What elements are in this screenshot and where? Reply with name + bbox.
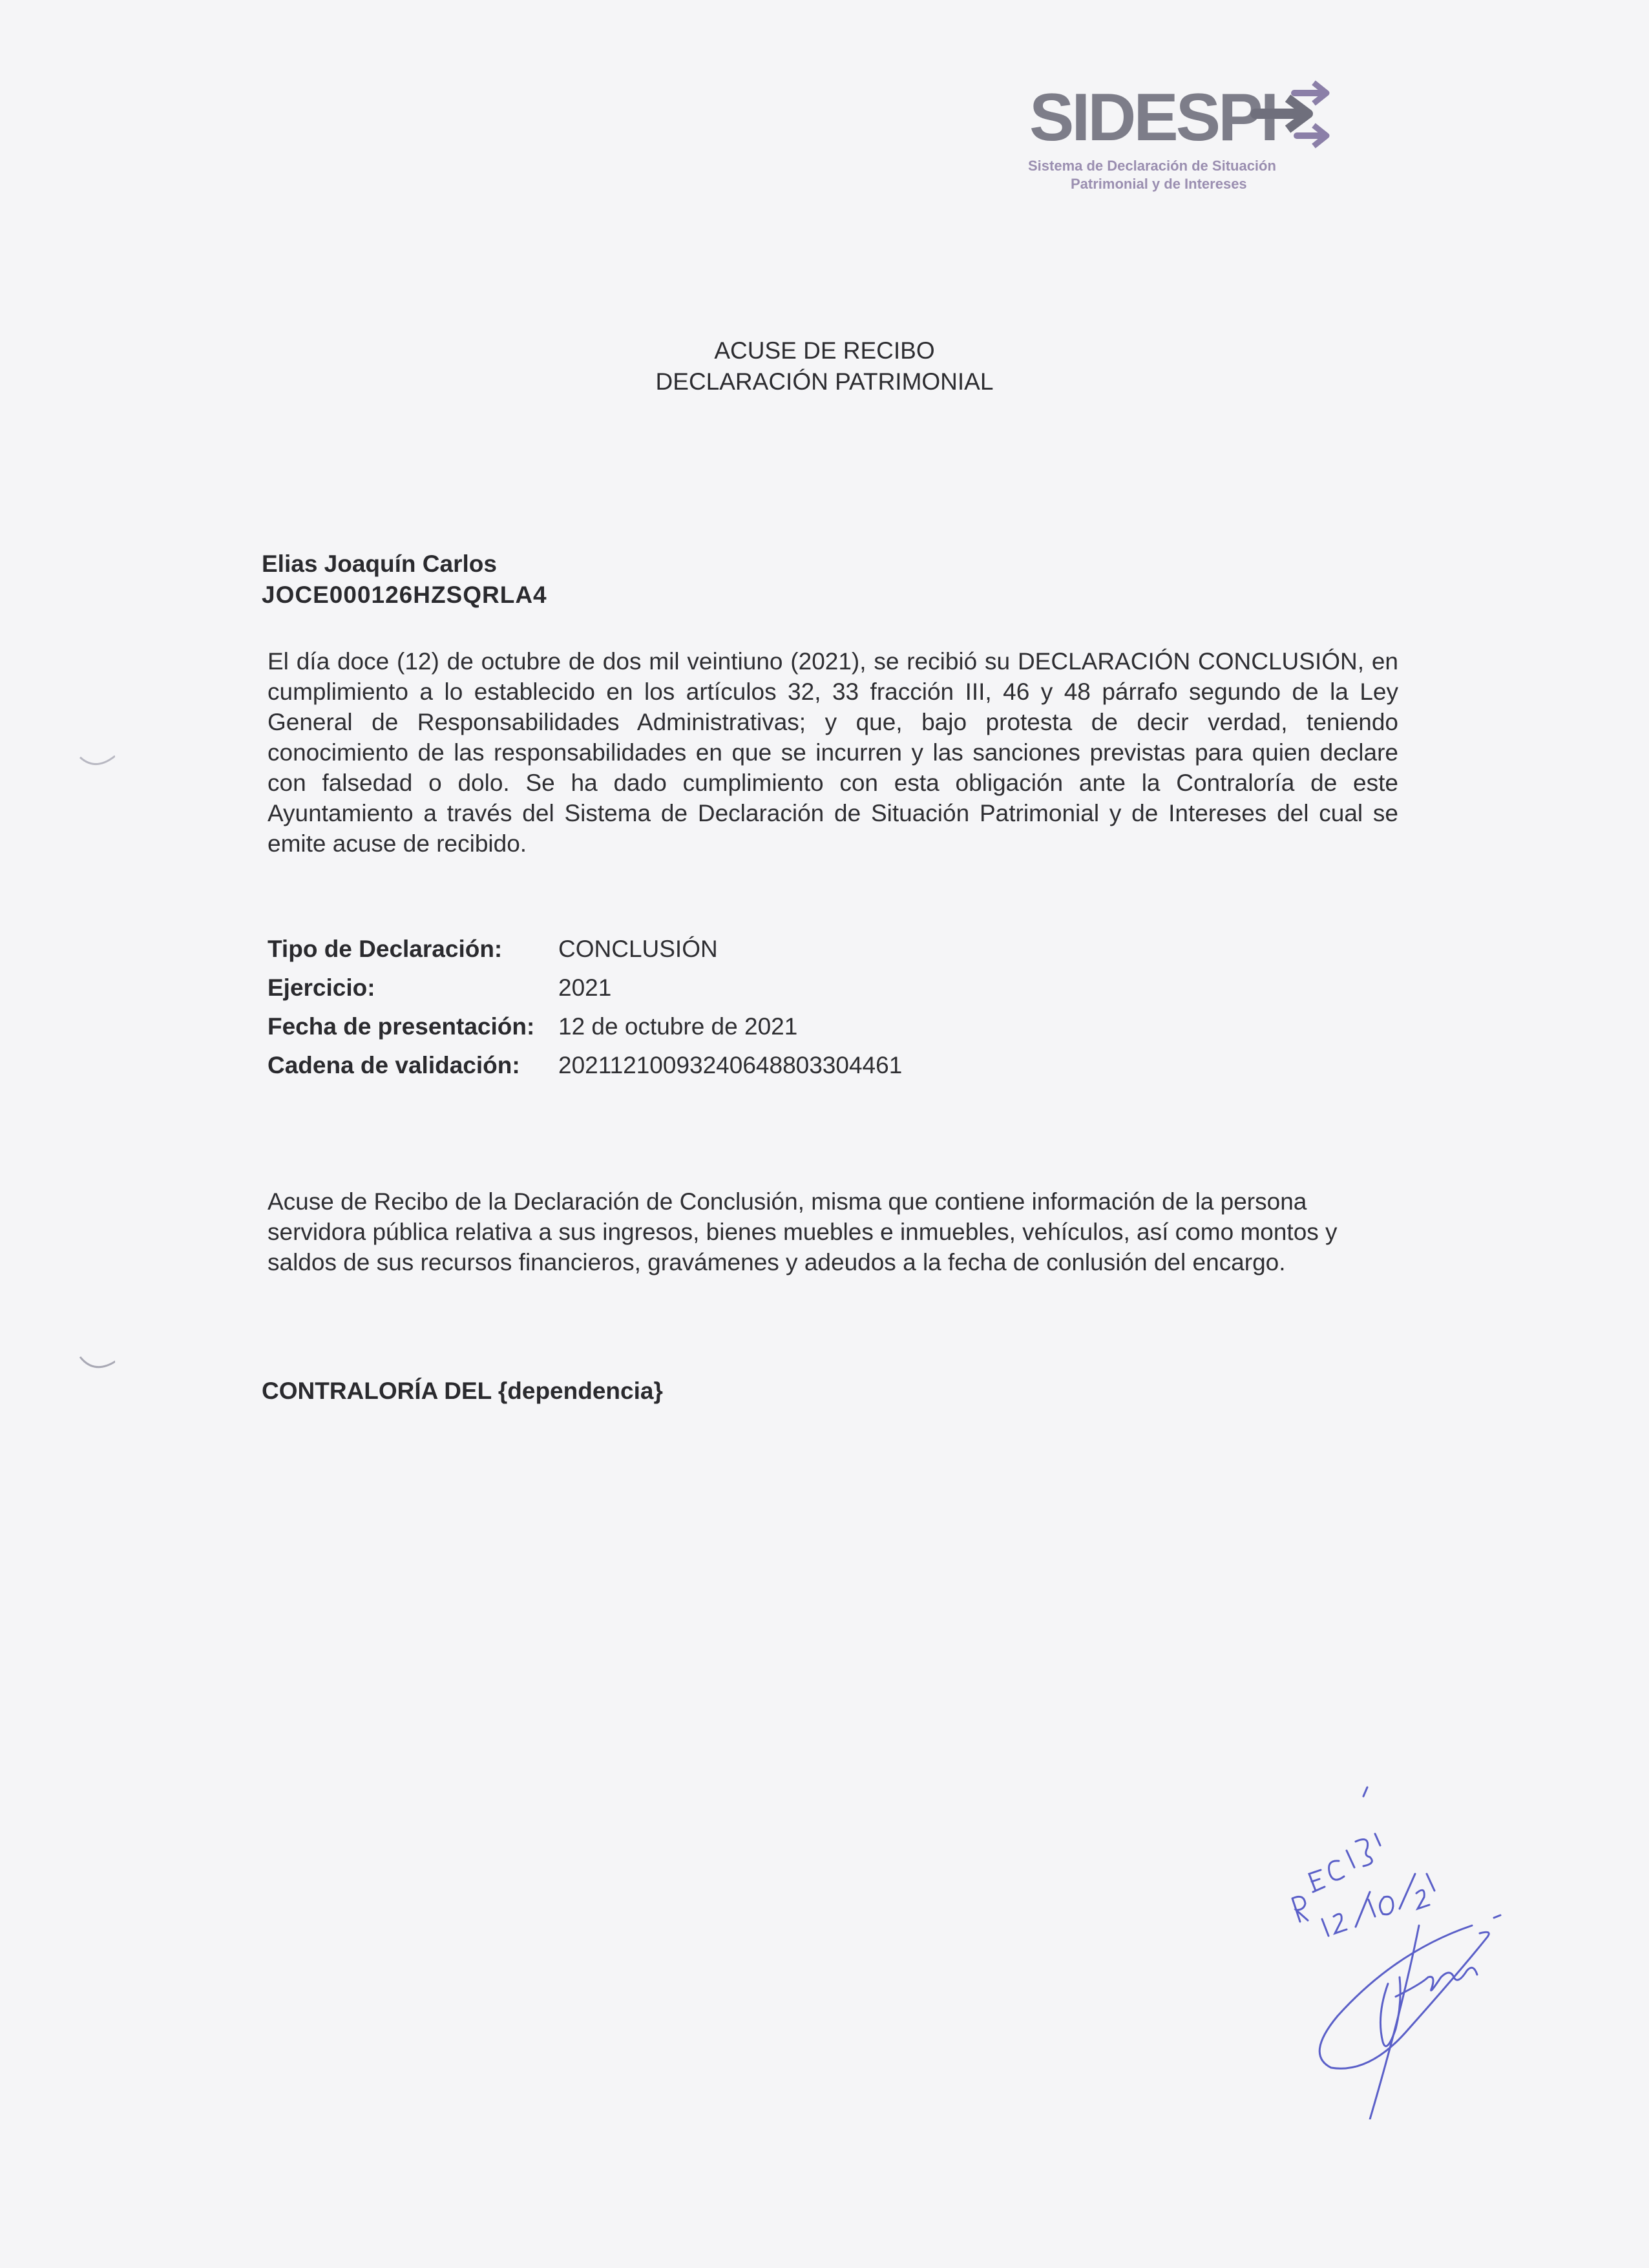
detail-value: 2021: [558, 974, 612, 1001]
signoff: CONTRALORÍA DEL {dependencia}: [262, 1378, 663, 1404]
body-paragraph: El día doce (12) de octubre de dos mil veintiuno (2021), se recibió su DECLARACIÓN CONCLUSIÓN, en cumplimiento a lo establecido en los artículos 32, 33 fracción III, 46 y 48 párrafo segundo de la Ley General de Responsabilidades Administrativas; y que, bajo protesta de decir verdad, teniendo conocimiento de las responsabilidades en que se incurren y las sanciones previstas para quien declare con falsedad o dolo. Se ha dado cumplimiento con esta obligación ante la Contraloría de este Ayuntamiento a través del Sistema de Declaración de Situación Patrimonial y de Intereses del cual se emite acuse de recibido.: [268, 648, 1398, 857]
document-title: ACUSE DE RECIBO: [714, 337, 935, 364]
logo-arrow-icon: [1249, 74, 1333, 151]
declarant-rfc: JOCE000126HZSQRLA4: [262, 582, 547, 608]
logo-subtitle-line2: Patrimonial y de Intereses: [1071, 176, 1247, 192]
punch-hole-mark-icon: [76, 743, 115, 782]
detail-label: Tipo de Declaración:: [268, 936, 503, 962]
detail-label: Cadena de validación:: [268, 1052, 520, 1078]
handwritten-signature: [1266, 1783, 1512, 2119]
detail-value: 20211210093240648803304461: [558, 1052, 903, 1078]
detail-label: Ejercicio:: [268, 974, 375, 1001]
closing-paragraph: Acuse de Recibo de la Declaración de Conclusión, misma que contiene información de la persona servidora pública relativa a sus ingresos, bienes muebles e inmuebles, vehículos, así como montos y saldos de sus recursos financieros, gravámenes y adeudos a la fecha de conlusión del encargo.: [268, 1188, 1338, 1276]
logo-subtitle-line1: Sistema de Declaración de Situación: [1028, 158, 1276, 174]
logo-wordmark: SIDESPI: [1029, 80, 1277, 155]
detail-label: Fecha de presentación:: [268, 1013, 535, 1040]
sidespi-logo: [1024, 71, 1334, 200]
declarant-name: Elias Joaquín Carlos: [262, 551, 497, 577]
detail-value: 12 de octubre de 2021: [558, 1013, 798, 1040]
detail-value: CONCLUSIÓN: [558, 936, 718, 962]
document-subtitle: DECLARACIÓN PATRIMONIAL: [655, 368, 994, 395]
punch-hole-mark-icon: [76, 1344, 115, 1383]
